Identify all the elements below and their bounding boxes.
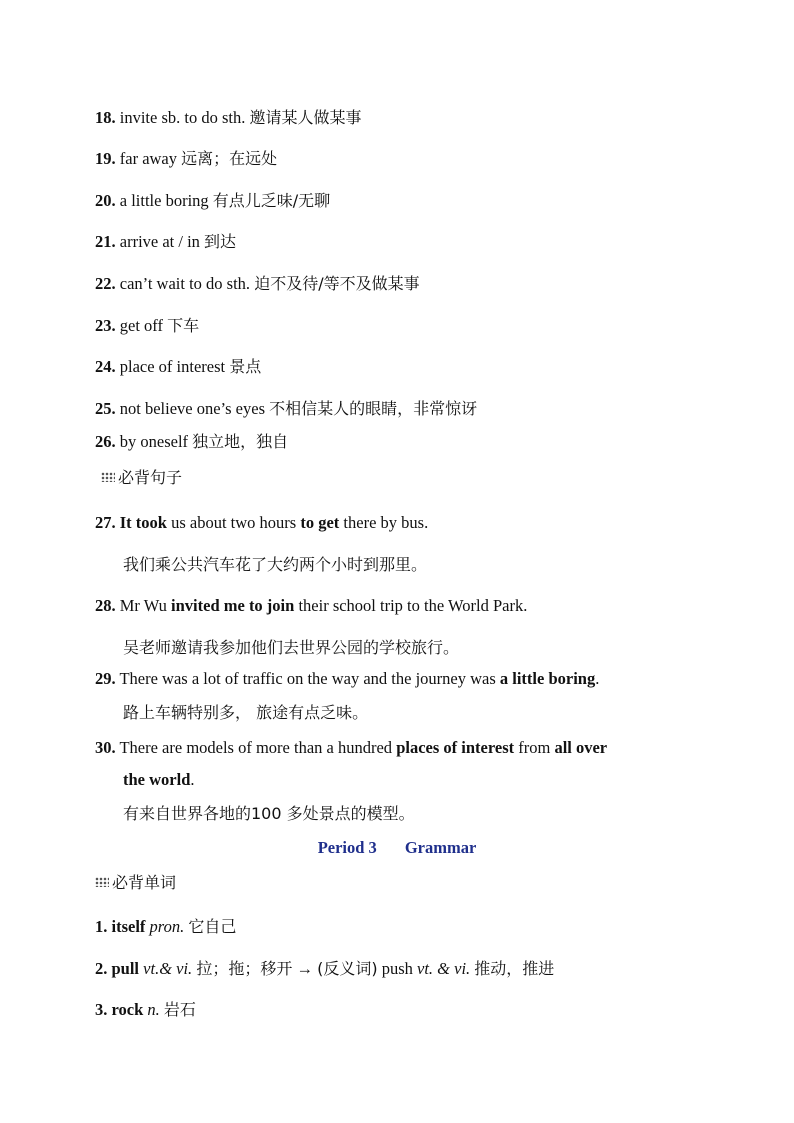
phrase-cn: 迫不及待/等不及做某事 (254, 274, 420, 293)
word-row: 1. itself pron. 它自己 (95, 917, 237, 936)
section-heading-words: 必背单词 (95, 873, 176, 893)
word-row: 2. pull vt.& vi. 拉；拖；移开 → (反义词) push vt. & vi. 推动，推进 (95, 959, 555, 978)
item-number: 24. (95, 357, 116, 376)
sentence-28-translation: 吴老师邀请我参加他们去世界公园的学校旅行。 (123, 638, 460, 657)
phrase-en: arrive at / in (119, 232, 200, 251)
phrase-cn: 到达 (204, 232, 237, 251)
period-topic: Grammar (404, 838, 477, 857)
period-heading (0, 838, 794, 858)
item-number: 18. (95, 108, 116, 127)
item-number: 20. (95, 191, 116, 210)
section-heading-sentences: 必背句子 (101, 468, 182, 488)
phrase-en: can’t wait to do sth. (119, 274, 251, 293)
item-number: 25. (95, 399, 116, 418)
phrase-en: place of interest (119, 357, 226, 376)
phrase-cn: 远离；在远处 (181, 149, 278, 168)
phrase-en: far away (119, 149, 178, 168)
item-number: 23. (95, 316, 116, 335)
sentence-30-translation: 有来自世界各地的100 多处景点的模型。 (123, 804, 415, 823)
period-label: Period 3 (317, 838, 377, 857)
phrase-en: by oneself (119, 432, 189, 451)
sentence-30: 30. There are models of more than a hundred places of interest from all over (95, 738, 608, 757)
phrase-row (95, 399, 477, 419)
sentence-30-continued: the world. (123, 770, 195, 789)
phrase-en: get off (119, 316, 163, 335)
phrase-en: not believe one’s eyes (119, 399, 265, 418)
phrase-row (95, 108, 361, 128)
phrase-cn: 邀请某人做某事 (249, 108, 362, 127)
sentence-28: 28. Mr Wu invited me to join their school trip to the World Park. (95, 596, 528, 615)
phrase-en: a little boring (119, 191, 209, 210)
phrase-cn: 不相信某人的眼睛，非常惊讶 (269, 399, 478, 418)
phrase-cn: 下车 (167, 316, 200, 335)
item-number: 26. (95, 432, 116, 451)
arrow-icon: → (292, 959, 313, 978)
phrase-row (95, 357, 261, 377)
item-number: 21. (95, 232, 116, 251)
item-number: 22. (95, 274, 116, 293)
bullet-mark-icon (95, 877, 109, 887)
sentence-27-translation: 我们乘公共汽车花了大约两个小时到那里。 (123, 555, 428, 574)
item-number: 19. (95, 149, 116, 168)
phrase-cn: 有点儿乏味/无聊 (212, 191, 331, 210)
phrase-row (95, 149, 277, 169)
sentence-29-translation: 路上车辆特别多， 旅途有点乏味。 (123, 703, 369, 722)
sentence-29: 29. There was a lot of traffic on the way and the journey was a little boring. (95, 669, 600, 688)
phrase-en: invite sb. to do sth. (119, 108, 246, 127)
word-row: 3. rock n. 岩石 (95, 1000, 196, 1019)
bullet-mark-icon (101, 472, 115, 482)
phrase-row (95, 432, 288, 452)
phrase-row (95, 316, 199, 336)
phrase-row (95, 191, 330, 211)
sentence-27: 27. It took us about two hours to get there by bus. (95, 513, 429, 532)
phrase-cn: 独立地，独自 (192, 432, 289, 451)
phrase-cn: 景点 (229, 357, 262, 376)
phrase-row (95, 274, 420, 294)
phrase-row (95, 232, 236, 252)
